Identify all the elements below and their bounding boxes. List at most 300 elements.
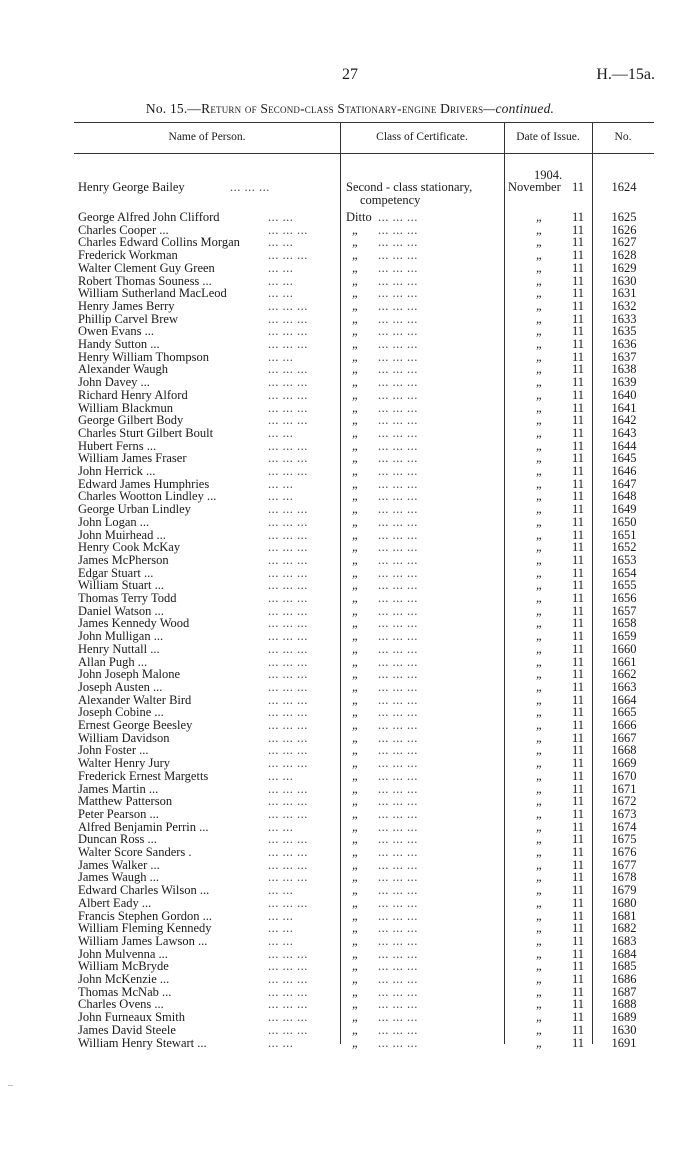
ditto-mark-date: „ [536,260,543,275]
leader-dots: ... ... ... [378,375,418,390]
ditto-mark-class: „ [352,273,359,288]
ditto-mark-date: „ [536,679,543,694]
person-name: George Alfred John Clifford [78,210,220,224]
leader-dots: ... ... ... [268,222,308,237]
ditto-mark-class: „ [352,641,359,656]
certificate-number: 1656 [611,591,637,605]
table-row [0,643,700,656]
leader-dots: ... ... [268,908,294,923]
person-name: James McPherson [78,552,169,567]
person-name: Henry William Thompson [78,349,209,364]
ditto-mark-date: „ [536,1010,543,1025]
person-name: Charles Cooper ... [78,222,169,237]
ditto-mark-date: „ [536,908,543,923]
ditto-mark-date: „ [536,413,543,428]
ditto-mark-class: „ [352,692,359,707]
person-name: William James Fraser [78,451,187,466]
leader-dots: ... ... [268,425,294,440]
issue-day: 11 [571,654,584,669]
ditto-mark-date: „ [536,540,543,555]
ditto-mark-date: „ [536,819,543,834]
issue-day: 11 [571,540,584,555]
person-name: Duncan Ross ... [78,832,157,847]
issue-day: 11 [571,794,584,809]
leader-dots: ... ... ... [268,756,308,771]
leader-dots: ... ... ... [268,641,308,656]
issue-day: 11 [571,1022,584,1037]
ditto-mark-class: „ [352,921,359,936]
certificate-number: 1671 [611,781,637,796]
certificate-number: 1636 [611,337,637,351]
leader-dots: ... ... ... [268,514,308,529]
person-name: Thomas McNab ... [78,984,172,999]
leader-dots: ... ... ... [378,298,418,313]
ditto-mark-class: „ [352,654,359,669]
ditto-mark-class: „ [352,679,359,694]
person-name: Handy Sutton ... [78,337,160,351]
leader-dots: ... ... ... [230,180,270,194]
leader-dots: ... ... ... [378,260,418,275]
ditto-mark-class: „ [352,667,359,682]
certificate-number: 1675 [611,832,637,847]
ditto-mark-date: „ [536,324,543,339]
leader-dots: ... ... ... [378,362,418,377]
person-name: William James Lawson ... [78,933,208,948]
issue-day: 11 [571,845,584,859]
certificate-number: 1647 [611,476,637,491]
issue-day: 11 [571,629,584,644]
header-top-rule [74,122,654,123]
issue-day: 11 [571,180,584,194]
issue-day: 11 [571,375,584,390]
ditto-mark-class: „ [352,959,359,974]
person-name: William Sutherland MacLeod [78,286,227,301]
leader-dots: ... ... ... [378,730,418,745]
leader-dots: ... ... ... [378,629,418,644]
certificate-number: 1637 [611,349,637,364]
certificate-number: 1642 [611,413,637,428]
leader-dots: ... ... ... [378,248,418,263]
certificate-number: 1629 [611,260,637,275]
ditto-mark-class: „ [352,438,359,453]
issue-day: 11 [571,756,584,771]
leader-dots: ... ... ... [268,552,308,567]
leader-dots: ... ... ... [268,730,308,745]
person-name: Alfred Benjamin Perrin ... [78,819,209,834]
ditto-mark-date: „ [536,730,543,745]
certificate-number: 1648 [611,489,637,504]
leader-dots: ... ... ... [268,298,308,313]
ditto-mark-date: „ [536,387,543,402]
ditto-mark-date: „ [536,210,543,224]
leader-dots: ... ... ... [378,933,418,948]
certificate-number: 1669 [611,756,637,771]
leader-dots: ... ... ... [268,248,308,263]
leader-dots: ... ... ... [378,705,418,720]
person-name: Walter Henry Jury [78,756,171,771]
person-name: Walter Clement Guy Green [78,260,215,275]
person-name: John Davey ... [78,375,150,390]
issue-day: 11 [571,349,584,364]
issue-day: 11 [571,311,584,326]
issue-day: 11 [571,324,584,339]
certificate-number: 1657 [611,603,637,618]
ditto-mark-class: „ [352,451,359,466]
issue-day: 11 [571,451,584,466]
leader-dots: ... ... [268,476,294,491]
person-name: Frederick Workman [78,248,178,263]
leader-dots: ... ... ... [378,1035,418,1050]
certificate-number: 1680 [611,895,637,910]
leader-dots: ... ... ... [268,832,308,847]
person-name: John Mulvenna ... [78,946,168,961]
issue-day: 11 [571,476,584,491]
leader-dots: ... ... ... [268,451,308,466]
leader-dots: ... ... [268,768,294,783]
issue-day: 11 [571,870,584,885]
ditto-mark-class: „ [352,1035,359,1050]
leader-dots: ... ... [268,349,294,364]
leader-dots: ... ... ... [268,781,308,796]
leader-dots: ... ... [268,286,294,301]
person-name: James David Steele [78,1022,176,1037]
leader-dots: ... ... ... [268,1010,308,1025]
leader-dots: ... ... ... [378,743,418,758]
leader-dots: ... ... ... [268,413,308,428]
leader-dots: ... ... [268,819,294,834]
leader-dots: ... ... ... [378,984,418,999]
leader-dots: ... ... ... [378,210,418,224]
leader-dots: ... ... ... [268,654,308,669]
certificate-number: 1670 [611,768,637,783]
certificate-number: 1679 [611,883,637,898]
certificate-number: 1630 [611,1022,637,1037]
ditto-mark-date: „ [536,768,543,783]
table-row [0,770,700,783]
certificate-number: 1638 [611,362,637,377]
certificate-number: 1633 [611,311,637,326]
leader-dots: ... ... ... [378,718,418,732]
certificate-number: 1664 [611,692,637,707]
issue-day: 11 [571,1035,584,1050]
leader-dots: ... ... ... [378,857,418,872]
document-reference: H.—15a. [596,66,655,83]
ditto-mark-date: „ [536,705,543,720]
ditto-mark-date: „ [536,248,543,263]
person-name: Alexander Waugh [78,362,169,377]
issue-day: 11 [571,959,584,974]
issue-day: 11 [571,908,584,923]
person-name: Albert Eady ... [78,895,152,910]
ditto-mark-class: „ [352,222,359,237]
ditto-mark-class: „ [352,997,359,1012]
ditto-mark-class: „ [352,984,359,999]
leader-dots: ... ... [268,883,294,898]
person-name: Francis Stephen Gordon ... [78,908,213,923]
leader-dots: ... ... ... [378,349,418,364]
leader-dots: ... ... ... [378,222,418,237]
issue-day: 11 [571,972,584,986]
table-title [0,101,700,117]
leader-dots: ... ... ... [268,362,308,377]
leader-dots: ... ... ... [378,616,418,631]
ditto-mark-date: „ [536,641,543,656]
certificate-number: 1677 [611,857,637,872]
certificate-number: 1655 [611,578,637,593]
ditto-mark-date: „ [536,286,543,301]
column-header-date: Date of Issue. [516,131,580,143]
certificate-number: 1684 [611,946,637,961]
ditto-mark-date: „ [536,718,543,732]
ditto-mark-class: „ [352,857,359,872]
ditto-mark-date: „ [536,489,543,504]
issue-day: 11 [571,921,584,936]
person-name: Ernest George Beesley [78,718,193,732]
person-name: Henry George Bailey [78,180,185,194]
issue-day: 11 [571,768,584,783]
ditto-mark-date: „ [536,222,543,237]
issue-day: 11 [571,578,584,593]
table-row [0,1024,700,1037]
table-row [0,389,700,402]
ditto-mark-class: „ [352,806,359,821]
table-row [0,897,700,910]
certificate-number: 1627 [611,235,637,250]
leader-dots: ... ... ... [378,667,418,682]
ditto-mark-class: „ [352,603,359,618]
leader-dots: ... ... ... [378,603,418,618]
person-name: Charles Ovens ... [78,997,164,1012]
certificate-number: 1643 [611,425,637,440]
certificate-number: 1625 [611,210,637,224]
person-name: Joseph Cobine ... [78,705,164,720]
certificate-number: 1650 [611,514,637,529]
ditto-mark-class: „ [352,311,359,326]
ditto-mark-date: „ [536,362,543,377]
issue-day: 11 [571,400,584,415]
ditto-mark-date: „ [536,1035,543,1050]
person-name: John Herrick ... [78,464,156,478]
issue-day: 11 [571,438,584,453]
leader-dots: ... ... ... [378,337,418,351]
ditto-mark-date: „ [536,527,543,542]
issue-day: 11 [571,464,584,478]
certificate-class-continuation [0,194,700,207]
certificate-number: 1676 [611,845,637,859]
leader-dots: ... ... ... [268,311,308,326]
year-heading: 1904. [533,168,563,182]
person-name: William Henry Stewart ... [78,1035,207,1050]
table-row [0,300,700,313]
ditto-mark-date: „ [536,984,543,999]
person-name: George Gilbert Body [78,413,184,428]
leader-dots: ... ... ... [378,819,418,834]
issue-day: 11 [571,832,584,847]
leader-dots: ... ... ... [268,438,308,453]
leader-dots: ... ... ... [378,756,418,771]
person-name: William Blackmun [78,400,173,415]
person-name: James Kennedy Wood [78,616,190,631]
certificate-number: 1673 [611,806,637,821]
leader-dots: ... ... ... [378,895,418,910]
leader-dots: ... ... ... [268,603,308,618]
table-row [0,554,700,567]
certificate-number: 1662 [611,667,637,682]
ditto-mark-class: „ [352,845,359,859]
certificate-number: 1628 [611,248,637,263]
certificate-number: 1632 [611,298,637,313]
ditto-mark-date: „ [536,425,543,440]
person-name: William Fleming Kennedy [78,921,212,936]
certificate-number: 1665 [611,705,637,720]
person-name: Henry James Berry [78,298,175,313]
ditto-mark-date: „ [536,273,543,288]
person-name: Owen Evans ... [78,324,155,339]
leader-dots: ... ... ... [378,908,418,923]
person-name: Henry Cook McKay [78,540,181,555]
leader-dots: ... ... ... [268,997,308,1012]
ditto-mark-class: „ [352,1010,359,1025]
ditto-mark-date: „ [536,857,543,872]
person-name: Richard Henry Alford [78,387,188,402]
ditto-mark-class: „ [352,413,359,428]
ditto-mark-class: „ [352,832,359,847]
issue-day: 11 [571,273,584,288]
certificate-number: 1686 [611,972,637,986]
leader-dots: ... ... ... [378,476,418,491]
issue-day: 11 [571,286,584,301]
leader-dots: ... ... ... [268,895,308,910]
ditto-mark-date: „ [536,756,543,771]
person-name: John Joseph Malone [78,667,181,682]
person-name: George Urban Lindley [78,502,191,517]
table-row [0,1037,700,1050]
leader-dots: ... ... ... [378,273,418,288]
person-name: James Waugh ... [78,870,160,885]
leader-dots: ... ... ... [378,438,418,453]
issue-day: 11 [571,667,584,682]
issue-day: 11 [571,337,584,351]
leader-dots: ... ... ... [378,514,418,529]
ditto-mark-class: „ [352,870,359,885]
person-name: Peter Pearson ... [78,806,159,821]
leader-dots: ... ... ... [378,679,418,694]
issue-day: 11 [571,705,584,720]
certificate-number: 1645 [611,451,637,466]
issue-day: 11 [571,260,584,275]
ditto-mark-class: „ [352,349,359,364]
ditto-mark-class: „ [352,883,359,898]
leader-dots: ... ... ... [378,972,418,986]
issue-day: 11 [571,298,584,313]
leader-dots: ... ... ... [378,489,418,504]
leader-dots: ... ... ... [378,540,418,555]
ditto-mark-class: „ [352,514,359,529]
ditto-mark-class: „ [352,705,359,720]
ditto-mark-date: „ [536,667,543,682]
leader-dots: ... ... ... [378,997,418,1012]
person-name: William Davidson [78,730,170,745]
leader-dots: ... ... ... [378,552,418,567]
certificate-number: 1635 [611,324,637,339]
certificate-number: 1688 [611,997,637,1012]
ditto-mark-class: „ [352,362,359,377]
person-name: John McKenzie ... [78,972,170,986]
leader-dots: ... ... ... [268,705,308,720]
certificate-number: 1641 [611,400,637,415]
ditto-mark-class: „ [352,565,359,580]
certificate-number: 1674 [611,819,637,834]
ditto-mark-class: „ [352,756,359,771]
ditto-mark-class: „ [352,324,359,339]
ditto-mark-class: „ [352,946,359,961]
leader-dots: ... ... ... [378,311,418,326]
ditto-mark-date: „ [536,1022,543,1037]
ditto-mark-date: „ [536,883,543,898]
header-bottom-rule [74,153,654,154]
ditto-mark-class: „ [352,743,359,758]
leader-dots: ... ... ... [268,578,308,593]
leader-dots: ... ... ... [378,845,418,859]
leader-dots: ... ... ... [268,565,308,580]
leader-dots: ... ... ... [378,692,418,707]
leader-dots: ... ... ... [378,565,418,580]
leader-dots: ... ... ... [268,502,308,517]
person-name: Walter Score Sanders . [78,845,192,859]
issue-day: 11 [571,552,584,567]
leader-dots: ... ... [268,260,294,275]
person-name: Edgar Stuart ... [78,565,154,580]
ditto-mark-class: „ [352,425,359,440]
person-name: Thomas Terry Todd [78,591,177,605]
person-name: John Muirhead ... [78,527,166,542]
ditto-mark-date: „ [536,781,543,796]
ditto-mark-date: „ [536,743,543,758]
table-row [0,516,700,529]
issue-day: 11 [571,857,584,872]
person-name: Alexander Walter Bird [78,692,192,707]
ditto-mark-date: „ [536,565,543,580]
person-name: Robert Thomas Souness ... [78,273,212,288]
leader-dots: ... ... ... [378,870,418,885]
issue-day: 11 [571,565,584,580]
leader-dots: ... ... ... [268,629,308,644]
ditto-mark-date: „ [536,552,543,567]
leader-dots: ... ... ... [378,451,418,466]
leader-dots: ... ... ... [378,641,418,656]
ditto-mark-date: „ [536,464,543,478]
leader-dots: ... ... ... [378,768,418,783]
ditto-mark-class: „ [352,908,359,923]
leader-dots: ... ... ... [378,578,418,593]
leader-dots: ... ... [268,210,294,224]
ditto-mark-class: „ [352,819,359,834]
person-name: Phillip Carvel Brew [78,311,178,326]
ditto-mark-class: „ [352,552,359,567]
ditto-mark-date: „ [536,997,543,1012]
leader-dots: ... ... ... [268,718,308,732]
issue-day: 11 [571,235,584,250]
certificate-number: 1624 [611,180,637,194]
column-header-class: Class of Certificate. [376,131,468,143]
leader-dots: ... ... ... [268,794,308,809]
leader-dots: ... ... ... [268,870,308,885]
ditto-mark-date: „ [536,451,543,466]
person-name: Edward Charles Wilson ... [78,883,210,898]
certificate-number: 1672 [611,794,637,809]
certificate-class: Second - class stationary, [346,180,473,194]
ditto-mark-class: „ [352,540,359,555]
